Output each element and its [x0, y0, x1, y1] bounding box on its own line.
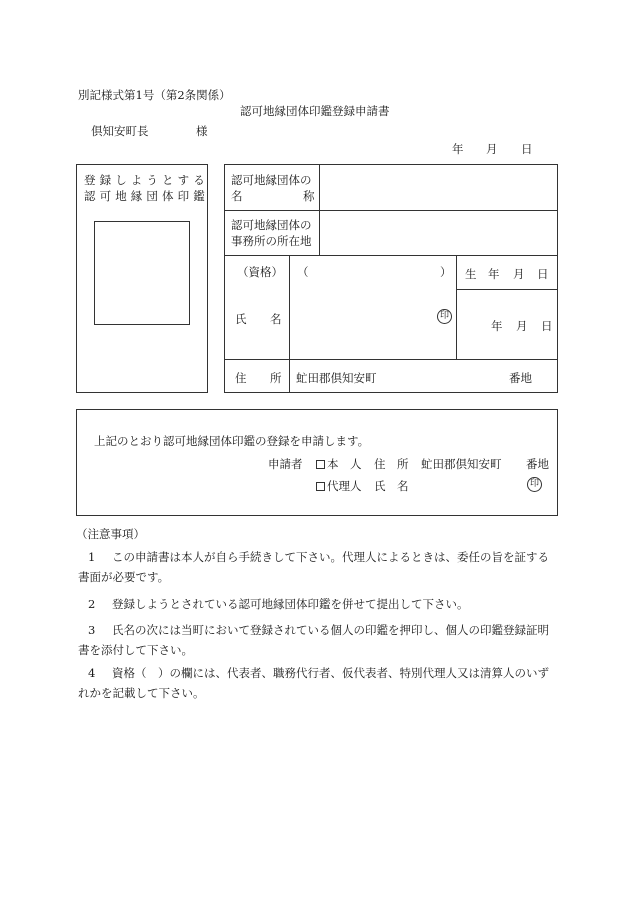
birth-day-unit: 日: [541, 319, 553, 333]
note-item: 3 氏名の次には当町において登録されている個人の印鑑を押印し、個人の印鑑登録証明書を添付して下さい。: [78, 623, 549, 657]
birth-month-unit: 月: [516, 319, 528, 333]
org-name-label-sho: 称: [303, 189, 315, 203]
office-address-field[interactable]: [320, 211, 557, 255]
application-statement: 上記のとおり認可地縁団体印鑑の登録を申請します。: [94, 434, 370, 448]
applicant-address-label: 住 所: [374, 457, 409, 471]
seal-box-label-line2: 認可地縁団体印鑑: [84, 189, 209, 203]
applicant-name-field[interactable]: [412, 474, 518, 494]
residence-label-ju: 住: [235, 371, 247, 385]
addressee: 倶知安町長: [91, 124, 149, 138]
office-address-label-line1: 認可地縁団体の: [231, 218, 312, 232]
seal-impression-area[interactable]: [94, 221, 190, 325]
self-option[interactable]: [316, 456, 362, 472]
applicant-address-value: 虻田郡倶知安町: [421, 457, 502, 471]
table-divider: [224, 359, 558, 360]
addressee-honorific: 様: [196, 124, 208, 138]
note-item: 4 資格（ ）の欄には、代表者、職務代行者、仮代表者、特別代理人又は清算人のいずれかを記載して下さい。: [78, 666, 549, 700]
birth-year-unit: 年: [491, 319, 503, 333]
person-name-field[interactable]: [296, 290, 432, 350]
applicant-name-label: 氏 名: [374, 479, 409, 493]
proxy-checkbox[interactable]: [316, 482, 325, 491]
residence-field[interactable]: [380, 362, 500, 388]
residence-label-sho: 所: [270, 371, 282, 385]
org-name-label-line1: 認可地縁団体の: [231, 173, 312, 187]
residence-lot-label: 番地: [509, 371, 532, 385]
table-divider: [224, 255, 558, 256]
date-month-label: 月: [486, 142, 498, 156]
applicant-lot-label: 番地: [526, 457, 549, 471]
form-number: 別記様式第1号（第2条関係）: [78, 88, 231, 102]
self-checkbox[interactable]: [316, 460, 325, 469]
person-name-label-shi: 氏: [235, 312, 247, 326]
seal-box-label-line1: 登録しようとする: [84, 173, 209, 187]
page-title: 認可地縁団体印鑑登録申請書: [240, 104, 390, 118]
date-day-label: 日: [521, 142, 533, 156]
org-name-field[interactable]: [320, 165, 557, 210]
person-name-label-mei: 名: [270, 312, 282, 326]
notes-heading: （注意事項）: [76, 527, 145, 541]
residence-town: 虻田郡倶知安町: [296, 371, 377, 385]
self-option-label: 本 人: [327, 457, 362, 471]
applicant-label: 申請者: [268, 457, 303, 471]
birth-label-nen: 年: [488, 267, 500, 281]
note-item: 2 登録しようとされている認可地縁団体印鑑を併せて提出して下さい。: [88, 597, 469, 611]
birth-label-sei: 生: [465, 267, 477, 281]
org-name-label-na: 名: [231, 189, 243, 203]
seal-mark-icon: 印: [437, 309, 452, 324]
birth-label-hi: 日: [537, 267, 549, 281]
date-year-label: 年: [452, 142, 464, 156]
table-divider: [289, 255, 290, 393]
birth-label-gatsu: 月: [513, 267, 525, 281]
qualification-paren-close: ）: [440, 265, 452, 279]
note-item: 1 この申請書は本人が自ら手続きして下さい。代理人によるときは、委任の旨を証する書面が必要です。: [78, 550, 549, 584]
proxy-option-label: 代理人: [327, 479, 362, 493]
office-address-label-line2: 事務所の所在地: [231, 234, 312, 248]
qualification-paren-open: （: [297, 265, 309, 279]
qualification-label: （資格）: [237, 265, 283, 279]
applicant-seal-mark-icon: 印: [527, 477, 542, 492]
proxy-option[interactable]: [316, 478, 362, 494]
qualification-field[interactable]: [308, 260, 436, 282]
